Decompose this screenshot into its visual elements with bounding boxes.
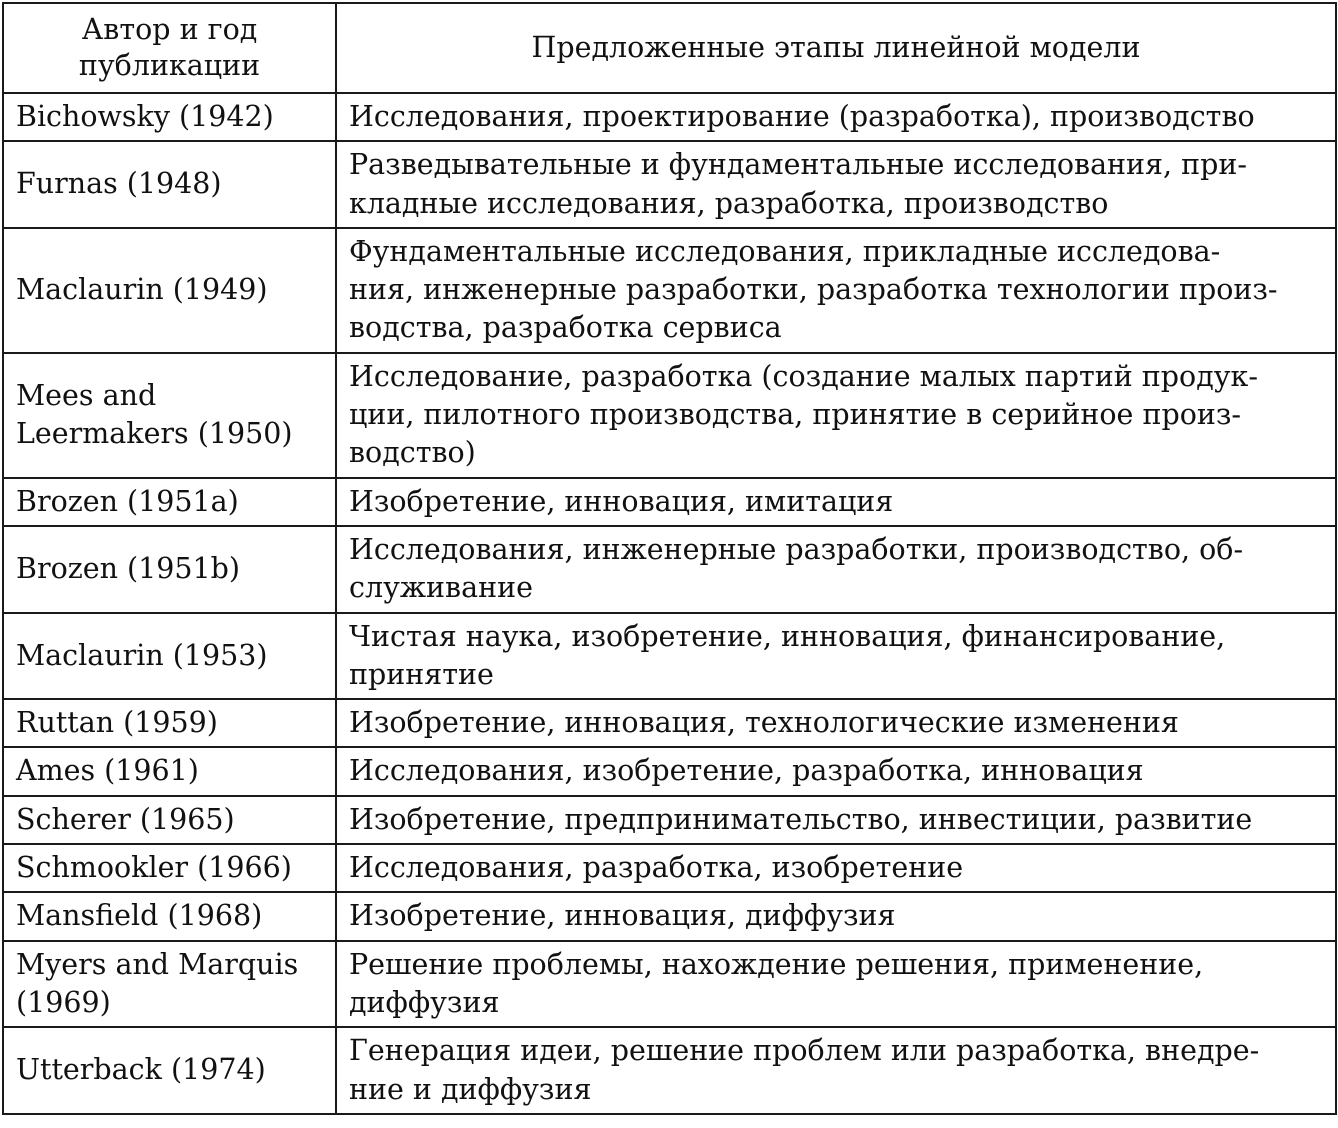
- author-line: Myers and Marquis: [16, 947, 299, 981]
- stages-line: принятие: [349, 657, 494, 691]
- stages-line: водство): [349, 436, 476, 470]
- author-year-cell: [3, 844, 336, 892]
- author-line: Ruttan (1959): [16, 706, 218, 740]
- author-line: Mansfield (1968): [16, 899, 263, 933]
- stages-cell: [336, 747, 1336, 795]
- stages-cell: [336, 796, 1336, 844]
- stages-line: диффузия: [349, 985, 500, 1019]
- table-row: [3, 844, 1336, 892]
- author-line: Bichowsky (1942): [16, 100, 274, 133]
- stages-line: служивание: [349, 571, 533, 605]
- table-row: [3, 353, 1336, 478]
- linear-model-stages-table: [2, 2, 1337, 1115]
- author-line: Schmookler (1966): [16, 851, 292, 885]
- stages-line: Исследования, проектирование (разработка), производство: [349, 100, 1255, 133]
- author-line: Brozen (1951b): [16, 552, 241, 586]
- stages-line: Генерация идеи, решение проблем или разработка, внедре-: [349, 1034, 1260, 1068]
- stages-line: ния, инженерные разработки, разработка технологии произ-: [349, 273, 1278, 307]
- table-row: [3, 941, 1336, 1028]
- author-year-cell: [3, 941, 336, 1028]
- stages-line: Чистая наука, изобретение, инновация, финансирование,: [349, 619, 1226, 653]
- table-row: [3, 892, 1336, 940]
- author-year-cell: [3, 526, 336, 613]
- author-line: Maclaurin (1953): [16, 638, 268, 672]
- stages-cell: [336, 844, 1336, 892]
- table-row: [3, 613, 1336, 700]
- author-line: Mees and: [16, 378, 157, 412]
- stages-cell: [336, 93, 1336, 141]
- stages-line: Изобретение, инновация, имитация: [349, 484, 894, 518]
- author-year-cell: [3, 141, 336, 228]
- stages-line: водства, разработка сервиса: [349, 311, 782, 345]
- author-year-header: [3, 3, 336, 93]
- author-year-cell: [3, 1027, 336, 1114]
- header-row: [3, 3, 1336, 93]
- stages-line: Решение проблемы, нахождение решения, применение,: [349, 947, 1204, 981]
- author-year-cell: [3, 613, 336, 700]
- author-year-cell: [3, 93, 336, 141]
- table-row: [3, 478, 1336, 526]
- stages-header: Предложенные этапы линейной модели: [336, 3, 1336, 93]
- stages-cell: [336, 353, 1336, 478]
- stages-cell: [336, 478, 1336, 526]
- author-year-cell: [3, 892, 336, 940]
- author-header-line: Автор и год: [81, 13, 258, 46]
- stages-cell: [336, 1027, 1336, 1114]
- author-year-cell: [3, 699, 336, 747]
- author-line: Scherer (1965): [16, 802, 235, 836]
- stages-line: ние и диффузия: [349, 1072, 592, 1106]
- stages-line: Исследования, разработка, изобретение: [349, 851, 964, 885]
- stages-cell: [336, 941, 1336, 1028]
- author-year-cell: [3, 228, 336, 353]
- author-line: Furnas (1948): [16, 167, 222, 201]
- table-row: [3, 747, 1336, 795]
- stages-line: Изобретение, предпринимательство, инвестиции, развитие: [349, 802, 1253, 836]
- stages-cell: [336, 699, 1336, 747]
- table-row: [3, 228, 1336, 353]
- stages-line: Исследования, изобретение, разработка, инновация: [349, 754, 1144, 788]
- table-row: [3, 93, 1336, 141]
- table-row: [3, 141, 1336, 228]
- table-row: [3, 1027, 1336, 1114]
- stages-line: Изобретение, инновация, технологические изменения: [349, 706, 1179, 740]
- author-year-cell: [3, 478, 336, 526]
- stages-cell: [336, 228, 1336, 353]
- author-line: Ames (1961): [16, 754, 199, 788]
- stages-line: Фундаментальные исследования, прикладные исследова-: [349, 234, 1221, 268]
- author-year-cell: [3, 796, 336, 844]
- author-line: Brozen (1951a): [16, 484, 239, 518]
- stages-cell: [336, 141, 1336, 228]
- table-row: [3, 796, 1336, 844]
- author-year-cell: [3, 747, 336, 795]
- author-line: Utterback (1974): [16, 1053, 266, 1087]
- table-row: [3, 526, 1336, 613]
- stages-cell: [336, 526, 1336, 613]
- stages-line: кладные исследования, разработка, производство: [349, 186, 1109, 220]
- author-year-cell: [3, 353, 336, 478]
- stages-line: Исследования, инженерные разработки, производство, об-: [349, 532, 1244, 566]
- author-line: Maclaurin (1949): [16, 273, 268, 307]
- stages-line: Изобретение, инновация, диффузия: [349, 899, 896, 933]
- stages-cell: [336, 613, 1336, 700]
- stages-line: ции, пилотного производства, принятие в серийное произ-: [349, 398, 1242, 432]
- stages-line: Разведывательные и фундаментальные исследования, при-: [349, 148, 1248, 182]
- stages-cell: [336, 892, 1336, 940]
- table-row: [3, 699, 1336, 747]
- stages-line: Исследование, разработка (создание малых партий продук-: [349, 359, 1258, 393]
- author-line: (1969): [16, 985, 111, 1019]
- author-header-line: публикации: [78, 49, 261, 82]
- author-line: Leermakers (1950): [16, 417, 293, 451]
